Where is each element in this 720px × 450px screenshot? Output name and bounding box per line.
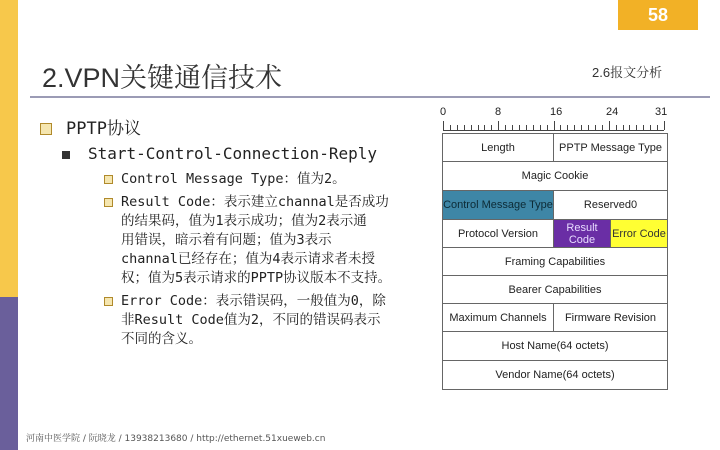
field-bearer-capabilities: Bearer Capabilities bbox=[442, 275, 668, 304]
ruler-tick bbox=[554, 121, 555, 130]
bullet-square-icon bbox=[104, 175, 113, 184]
ruler-label: 24 bbox=[606, 106, 619, 118]
ruler-tick bbox=[450, 125, 451, 130]
ruler-tick bbox=[616, 125, 617, 130]
ruler-tick bbox=[629, 125, 630, 130]
ruler-label: 8 bbox=[495, 106, 502, 118]
sidebar-accent-top bbox=[0, 0, 18, 297]
field-error-code: Error Code bbox=[610, 219, 668, 248]
bullet-square-icon bbox=[62, 151, 70, 159]
field-maximum-channels: Maximum Channels bbox=[442, 303, 554, 332]
ruler-tick bbox=[560, 125, 561, 130]
ruler-tick bbox=[588, 125, 589, 130]
ruler-tick bbox=[636, 125, 637, 130]
field-result-code: Result Code bbox=[553, 219, 611, 248]
ruler-tick bbox=[526, 125, 527, 130]
bullet-square-icon bbox=[40, 123, 52, 135]
bullet-item-text: Result Code：表示建立channal是否成功 的结果码，值为1表示成功；值为2表示通 用错误，暗示着有问题；值为3表示 channal已经存在；值为4表示请求者未授 权；值为5表示请求的PPTP协议版本不支持。 bbox=[121, 194, 392, 286]
bullet-square-icon bbox=[104, 297, 113, 306]
ruler-tick bbox=[567, 125, 568, 130]
field-magic-cookie: Magic Cookie bbox=[442, 161, 668, 191]
sidebar-decoration bbox=[0, 0, 18, 450]
ruler-tick bbox=[540, 125, 541, 130]
ruler-tick bbox=[581, 125, 582, 130]
field-pptp-message-type: PPTP Message Type bbox=[553, 133, 668, 162]
bullet-item bbox=[104, 292, 424, 349]
bullet-item-text: Error Code：表示错误码，一般值为0，除 非Result Code值为2，不同的错误码表示 不同的含义。 bbox=[121, 293, 386, 347]
bullet-level2 bbox=[62, 144, 377, 163]
field-protocol-version: Protocol Version bbox=[442, 219, 554, 248]
bit-ruler bbox=[440, 106, 668, 134]
ruler-tick bbox=[484, 125, 485, 130]
ruler-tick bbox=[464, 125, 465, 130]
ruler-tick bbox=[498, 121, 499, 130]
ruler-tick bbox=[547, 125, 548, 130]
ruler-tick bbox=[457, 125, 458, 130]
ruler-tick bbox=[519, 125, 520, 130]
ruler-tick bbox=[643, 125, 644, 130]
bullet-item bbox=[104, 170, 424, 189]
ruler-tick bbox=[664, 121, 665, 130]
bullet-item-text: Control Message Type：值为2。 bbox=[121, 171, 346, 187]
bullet-item bbox=[104, 193, 424, 288]
ruler-label: 16 bbox=[550, 106, 563, 118]
ruler-tick bbox=[512, 125, 513, 130]
field-host-name: Host Name(64 octets) bbox=[442, 331, 668, 361]
slide-subtitle: 2.6报文分析 bbox=[592, 65, 663, 80]
ruler-tick bbox=[505, 125, 506, 130]
ruler-tick bbox=[609, 121, 610, 130]
bullet-level2-text: Start-Control-Connection-Reply bbox=[88, 144, 377, 163]
ruler-tick bbox=[602, 125, 603, 130]
ruler-baseline bbox=[443, 130, 664, 131]
field-length: Length bbox=[442, 133, 554, 162]
page-number-badge: 58 bbox=[618, 0, 698, 30]
bullet-square-icon bbox=[104, 198, 113, 207]
bullet-level1-text: PPTP协议 bbox=[66, 119, 141, 139]
ruler-tick bbox=[491, 125, 492, 130]
bullet-level1 bbox=[40, 114, 141, 139]
title-divider bbox=[30, 96, 710, 98]
field-vendor-name: Vendor Name(64 octets) bbox=[442, 360, 668, 390]
footer-text: 河南中医学院 / 阮晓龙 / 13938213680 / http://ethernet.51xueweb.cn bbox=[26, 434, 326, 444]
ruler-tick bbox=[443, 121, 444, 130]
field-firmware-revision: Firmware Revision bbox=[553, 303, 668, 332]
field-control-message-type: Control Message Type bbox=[442, 190, 554, 220]
ruler-tick bbox=[595, 125, 596, 130]
field-framing-capabilities: Framing Capabilities bbox=[442, 247, 668, 276]
ruler-tick bbox=[574, 125, 575, 130]
sidebar-accent-bottom bbox=[0, 297, 18, 450]
ruler-tick bbox=[478, 125, 479, 130]
ruler-tick bbox=[533, 125, 534, 130]
ruler-label: 31 bbox=[655, 106, 668, 118]
field-reserved0: Reserved0 bbox=[553, 190, 668, 220]
slide-title: 2.VPN关键通信技术 bbox=[42, 63, 283, 93]
ruler-tick bbox=[623, 125, 624, 130]
ruler-tick bbox=[471, 125, 472, 130]
ruler-tick bbox=[657, 125, 658, 130]
ruler-label: 0 bbox=[440, 106, 447, 118]
ruler-tick bbox=[650, 125, 651, 130]
